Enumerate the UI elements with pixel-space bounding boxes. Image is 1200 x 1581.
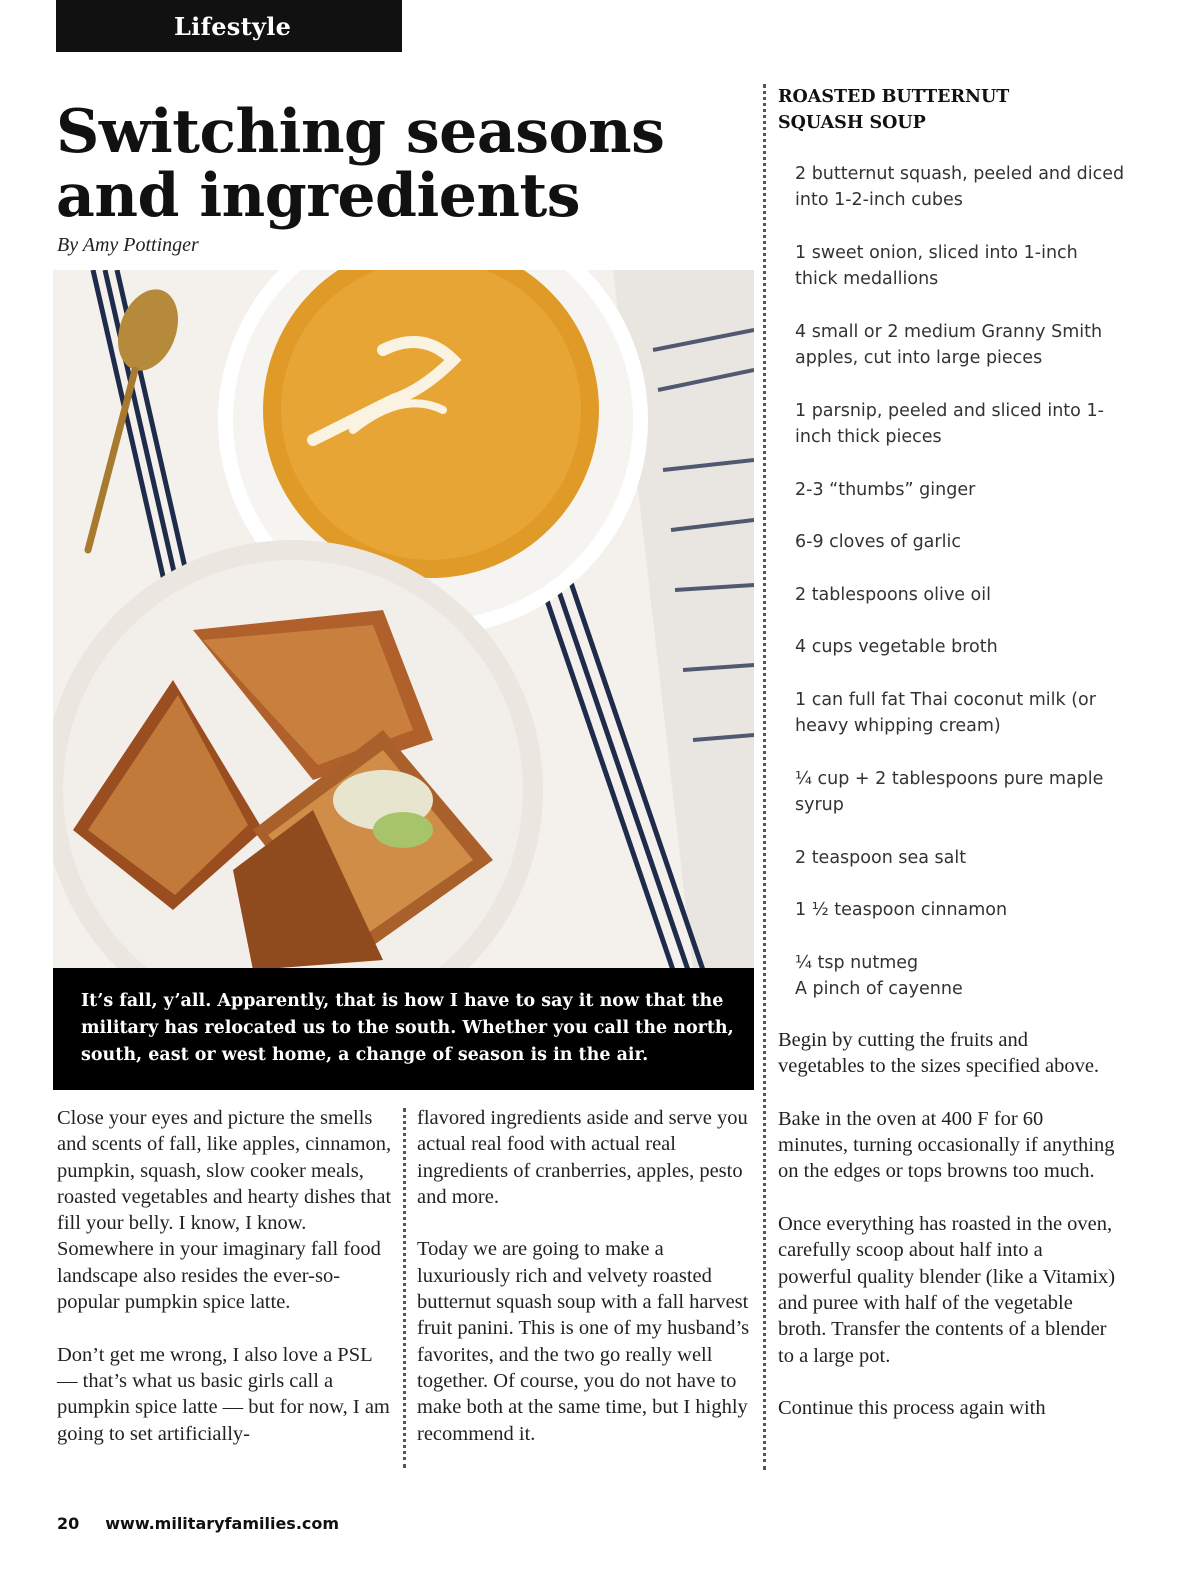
ingredient: 2 butternut squash, peeled and diced into 1-2-inch cubes: [795, 164, 1125, 211]
recipe-divider: [763, 84, 766, 1470]
recipe-steps: [778, 1027, 1118, 1448]
recipe-title: ROASTED BUTTERNUT SQUASH SOUP: [778, 87, 1010, 133]
ingredient: ¼ tsp nutmeg: [795, 952, 919, 973]
recipe-step: Once everything has roasted in the oven, carefully scoop about half into a powerful quality blender (like a Vitamix) and puree with half of the vegetable broth. Transfer the contents of a blender to a large pot.: [778, 1213, 1116, 1367]
ingredient: 1 can full fat Thai coconut milk (or heavy whipping cream): [795, 689, 1096, 737]
ingredient: 2 tablespoons olive oil: [795, 584, 991, 605]
ingredient: A pinch of cayenne: [795, 979, 963, 1000]
pull-quote-box: [53, 968, 754, 1090]
headline: Switching seasons and ingredients: [56, 97, 665, 231]
footer-url[interactable]: www.militaryfamilies.com: [105, 1514, 340, 1533]
paragraph: Close your eyes and picture the smells and scents of fall, like apples, cinnamon, pumpkin, squash, slow cooker meals, roasted vegetables and hearty dishes that fill your belly. I know, I know. Somewhere in your imaginary fall food landscape also resides the ever-so-popular pumpkin spice latte.: [57, 1107, 392, 1314]
page-number: 20: [57, 1514, 80, 1533]
ingredient: 2 teaspoon sea salt: [795, 847, 967, 868]
ingredient: 1 parsnip, peeled and sliced into 1-inch thick pieces: [795, 400, 1104, 447]
pull-quote: It’s fall, y’all. Apparently, that is how I have to say it now that the military has relocated us to the south. Whether you call the north, south, east or west home, a change of season is in the air.: [81, 991, 734, 1065]
paragraph: Don’t get me wrong, I also love a PSL — that’s what us basic girls call a pumpkin spice latte — but for now, I am going to set artificially-: [57, 1343, 390, 1445]
column-divider: [403, 1108, 406, 1468]
ingredient: 6-9 cloves of garlic: [795, 532, 961, 553]
ingredient: 1 ½ teaspoon cinnamon: [795, 900, 1008, 921]
ingredient-list: [795, 161, 1125, 1003]
soup-and-panini-illustration: [53, 270, 754, 970]
article-photo: [53, 270, 754, 970]
page-footer: [57, 1514, 339, 1533]
ingredient: 1 sweet onion, sliced into 1-inch thick medallions: [795, 242, 1078, 290]
recipe-step: Continue this process again with: [778, 1397, 1046, 1420]
ingredient: ¼ cup + 2 tablespoons pure maple syrup: [795, 768, 1104, 816]
article-column-2: [417, 1105, 757, 1473]
ingredient: 4 small or 2 medium Granny Smith apples, cut into large pieces: [795, 321, 1103, 369]
ingredient: 2-3 “thumbs” ginger: [795, 479, 976, 500]
section-tag-bar: [56, 0, 402, 52]
section-tag: Lifestyle: [174, 12, 292, 41]
article-column-1: [57, 1105, 397, 1473]
recipe-step: Bake in the oven at 400 F for 60 minutes, turning occasionally if anything on the edges or tops browns too much.: [778, 1107, 1115, 1183]
byline: By Amy Pottinger: [57, 234, 199, 256]
ingredient: 4 cups vegetable broth: [795, 637, 998, 658]
paragraph: flavored ingredients aside and serve you actual real food with actual real ingredients of cranberries, apples, pesto and more.: [417, 1107, 748, 1208]
paragraph: Today we are going to make a luxuriously rich and velvety roasted butternut squash soup with a fall harvest fruit panini. This is one of my husband’s favorites, and the two go really well together. Of course, you do not have to make both at the same time, but I highly recommend it.: [417, 1238, 750, 1445]
recipe-step: Begin by cutting the fruits and vegetables to the sizes specified above.: [778, 1029, 1100, 1078]
